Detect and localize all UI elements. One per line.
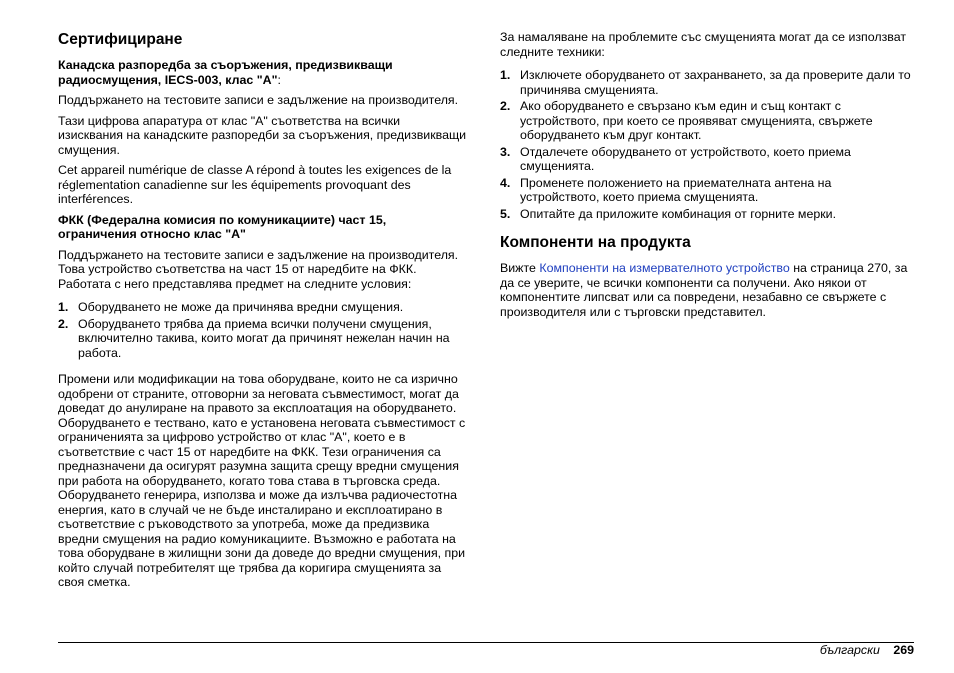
paragraph-fcc-conditions: Поддържането на тестовите записи е задължение на производителя. Това устройство съответства на част 15 от наредбите на ФКК. Работата с него представлява предмет на следните условия:	[58, 247, 459, 291]
list-item-text: Променете положението на приемателната антена на устройството, което приема смущенията.	[520, 175, 832, 204]
list-item	[58, 317, 468, 361]
paragraph-test-records: Поддържането на тестовите записи е задължение на производителя.	[58, 93, 459, 107]
list-item-number: 4.	[500, 175, 511, 190]
techniques-list	[500, 68, 914, 221]
paragraph-class-a-compliance: Тази цифрова апаратура от клас "A" съответства на всички изисквания на канадските разпоредби за съоръжения, предизвикващи смущения.	[58, 113, 467, 157]
footer-divider	[58, 642, 914, 643]
section-heading-product-components: Компоненти на продукта	[500, 234, 691, 251]
paragraph-french-compliance: Cet appareil numérique de classe A répond à toutes les exigences de la réglementation canadienne sur les équipements provoquant des interférences.	[58, 163, 452, 206]
section-heading-certification: Сертифициране	[58, 31, 183, 48]
list-item-text: Ако оборудването е свързано към един и същ контакт с устройството, при което се проявяват смущенията, свържете оборудването към друг контакт.	[520, 99, 873, 142]
fcc-heading: ФКК (Федерална комисия по комуникациите) част 15, ограничения относно клас "A"	[58, 212, 387, 241]
paragraph-modifications-warning: Промени или модификации на това оборудване, които не са изрично одобрени от страните, отговорни за неговата съвместимост, могат да доведат до анулиране на правото за експлоатация на оборудването. Оборудването е тествано, като е установена неговата съвместимост с ограниченията за цифрово устройство от клас "A", което е в съответствие с част 15 от наредбите на ФКК. Тези ограничения са предназначени да осигурят разумна защита срещу вредни смущения при работа на оборудването, когато това става в търговска среда. Оборудването генерира, използва и може да излъчва радиочестотна енергия, като в случай че не бъде инсталирано и експлоатирано в съответствие с ръководството за употреба, може да предизвика вредни смущения на радио комуникациите. Възможно е работата на това оборудване в жилищни зони да доведе до вредни смущения, при който случай потребителят ще трябва да коригира смущенията за своя сметка.	[58, 372, 466, 589]
components-suffix: на страница 270, за да се уверите, че всички компоненти са получени. Ако някои от компонентите липсват или са повредени, незабавно се свържете с производителя или с търговски представител.	[500, 261, 908, 319]
list-item	[500, 145, 914, 174]
list-item-text: Отдалечете оборудването от устройството, което приема смущенията.	[520, 144, 851, 173]
list-item-number: 1.	[58, 300, 69, 314]
list-item-number: 5.	[500, 206, 511, 221]
list-item-text: Оборудването не може да причинява вредни смущения.	[78, 300, 404, 314]
paragraph-product-components	[500, 261, 914, 319]
fcc-conditions-list	[58, 300, 468, 360]
list-item	[500, 207, 914, 222]
list-item	[500, 176, 914, 205]
canada-regulation-heading	[58, 58, 468, 87]
right-column	[500, 30, 914, 325]
canada-regulation-heading-colon: :	[277, 72, 281, 87]
list-item	[500, 68, 914, 97]
list-item-number: 2.	[500, 99, 511, 113]
canada-regulation-heading-text: Канадска разпоредба за съоръжения, предизвикващи радиосмущения, IECS-003, клас "A"	[58, 58, 393, 87]
list-item-number: 3.	[500, 144, 511, 159]
list-item-number: 1.	[500, 68, 511, 82]
components-link[interactable]: Компоненти на измервателното устройство	[539, 261, 790, 275]
list-item-text: Оборудването трябва да приема всички получени смущения, включително такива, които могат да причинят нежелан начин на работа.	[78, 316, 450, 360]
list-item	[500, 99, 914, 143]
footer-language: български	[819, 643, 880, 657]
left-column	[58, 30, 468, 596]
components-prefix: Вижте	[500, 261, 540, 275]
page-number: 269	[893, 643, 914, 657]
list-item-number: 2.	[58, 316, 69, 331]
list-item-text: Опитайте да приложите комбинация от горните мерки.	[520, 206, 837, 221]
list-item	[58, 300, 468, 315]
page-footer	[820, 643, 914, 657]
paragraph-interference-intro: За намаляване на проблемите със смущенията могат да се използват следните техники:	[500, 30, 907, 59]
list-item-text: Изключете оборудването от захранването, за да проверите дали то причинява смущенията.	[520, 68, 911, 97]
